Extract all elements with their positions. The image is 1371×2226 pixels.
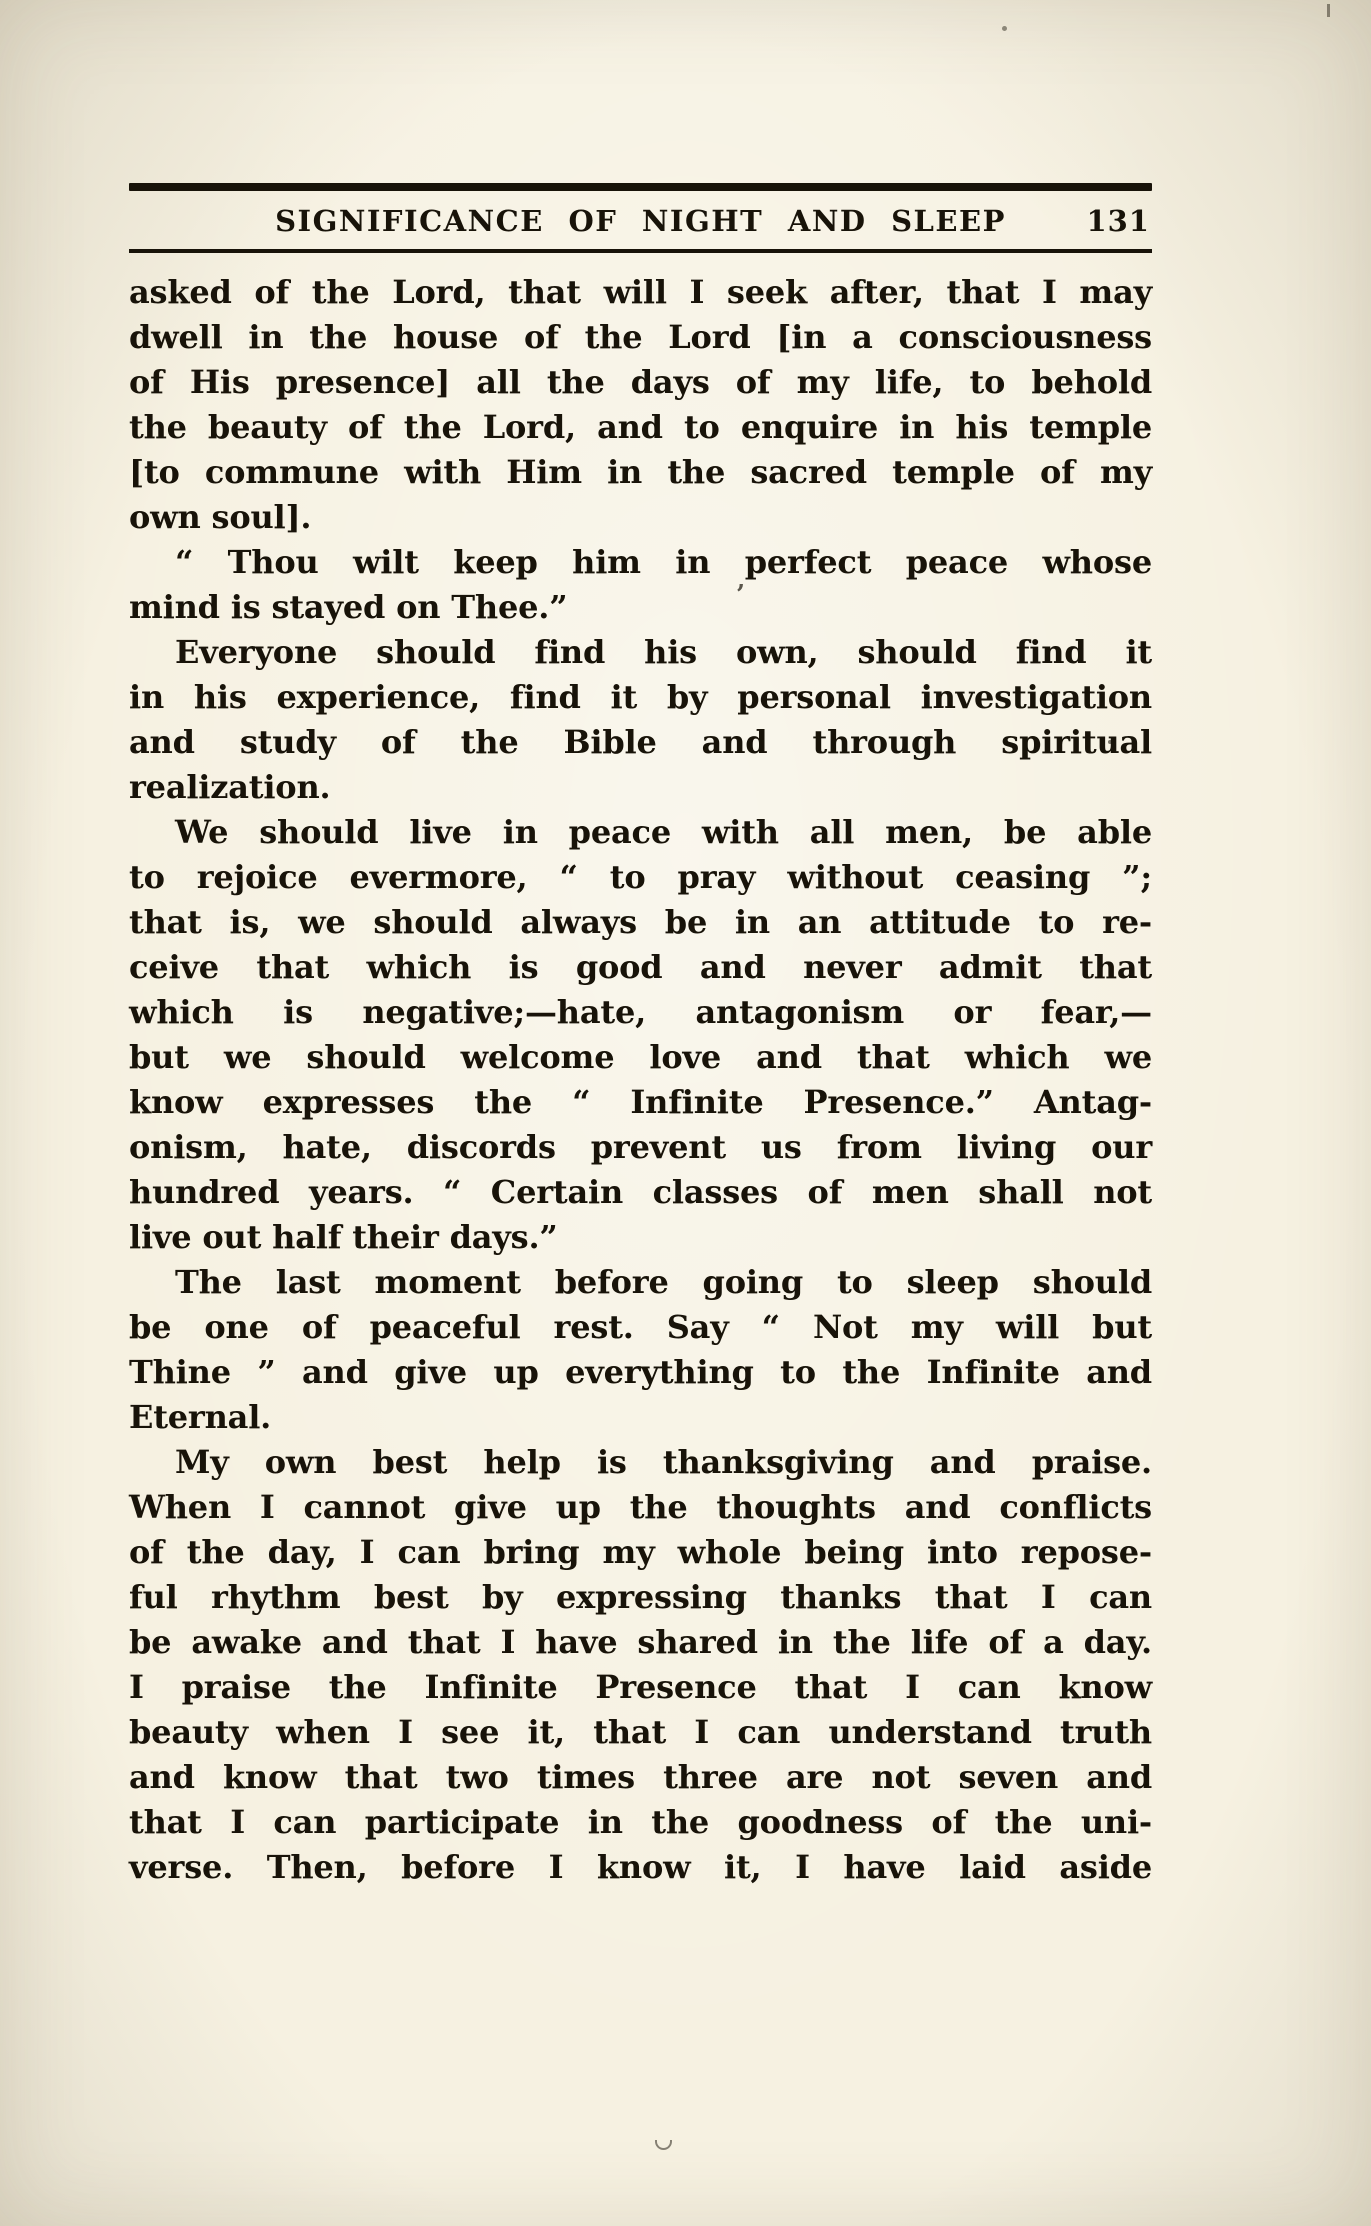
text-line: to rejoice evermore, “ to pray without ceasing ”;	[129, 858, 1152, 896]
paragraph	[129, 810, 1152, 1260]
text-line: and study of the Bible and through spiritual	[129, 723, 1152, 761]
text-line: mind is stayed on Thee.”	[129, 588, 568, 626]
text-line: ful rhythm best by expressing thanks that I can	[129, 1578, 1152, 1616]
text-line: Thine ” and give up everything to the Infinite and	[129, 1353, 1152, 1391]
text-line: own soul].	[129, 498, 312, 536]
text-line: be awake and that I have shared in the life of a day.	[129, 1623, 1152, 1661]
running-title: SIGNIFICANCE OF NIGHT AND SLEEP	[275, 204, 1006, 238]
text-line: the beauty of the Lord, and to enquire in his temple	[129, 408, 1152, 446]
text-line: know expresses the “ Infinite Presence.” Antag-	[129, 1083, 1152, 1121]
text-line: [to commune with Him in the sacred temple of my	[129, 453, 1152, 491]
text-line: asked of the Lord, that will I seek after, that I may	[129, 273, 1152, 311]
header-rule-top	[129, 183, 1152, 191]
text-line: in his experience, find it by personal investigation	[129, 678, 1152, 716]
text-line: The last moment before going to sleep should	[175, 1263, 1152, 1301]
page-header	[129, 202, 1152, 240]
text-line: that I can participate in the goodness of the uni-	[129, 1803, 1152, 1841]
text-line: live out half their days.”	[129, 1218, 558, 1256]
scan-speck-icon	[1002, 26, 1007, 31]
page-number: 131	[1086, 204, 1150, 238]
text-line: hundred years. “ Certain classes of men shall not	[129, 1173, 1152, 1211]
header-rule-bottom	[129, 249, 1152, 253]
text-line: onism, hate, discords prevent us from living our	[129, 1128, 1152, 1166]
text-line: but we should welcome love and that which we	[129, 1038, 1152, 1076]
text-line: be one of peaceful rest. Say “ Not my will but	[129, 1308, 1152, 1346]
body-text	[129, 270, 1152, 1890]
text-line: I praise the Infinite Presence that I can know	[129, 1668, 1152, 1706]
text-line: verse. Then, before I know it, I have laid aside	[129, 1848, 1152, 1886]
text-line: “ Thou wilt keep him in perfect peace whose	[175, 543, 1152, 581]
text-line: that is, we should always be in an attitude to re-	[129, 903, 1152, 941]
text-line: Everyone should find his own, should find it	[175, 633, 1152, 671]
text-line: When I cannot give up the thoughts and conflicts	[129, 1488, 1152, 1526]
scan-stray-mark: ’	[736, 580, 746, 610]
paragraph	[129, 1440, 1152, 1890]
paragraph	[129, 630, 1152, 810]
text-line: and know that two times three are not seven and	[129, 1758, 1152, 1796]
text-line: beauty when I see it, that I can understand truth	[129, 1713, 1152, 1751]
text-line: ceive that which is good and never admit that	[129, 948, 1152, 986]
text-line: We should live in peace with all men, be able	[175, 813, 1152, 851]
paragraph	[129, 270, 1152, 540]
text-line: which is negative;—hate, antagonism or fear,—	[129, 993, 1152, 1031]
text-line: realization.	[129, 768, 331, 806]
paragraph	[129, 540, 1152, 630]
text-column	[129, 183, 1152, 1890]
text-line: of His presence] all the days of my life, to behold	[129, 363, 1152, 401]
text-line: Eternal.	[129, 1398, 272, 1436]
scan-tick-icon	[1327, 4, 1330, 17]
paragraph	[129, 1260, 1152, 1440]
text-line: dwell in the house of the Lord [in a consciousness	[129, 318, 1152, 356]
scan-mark-bottom-icon	[655, 2140, 672, 2150]
text-line: My own best help is thanksgiving and praise.	[175, 1443, 1152, 1481]
text-line: of the day, I can bring my whole being into repose-	[129, 1533, 1152, 1571]
